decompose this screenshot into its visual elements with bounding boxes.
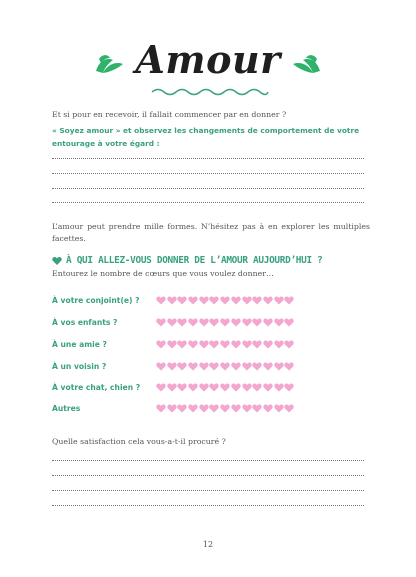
question-text: Quelle satisfaction cela vous-a-t-il procuré ? [52,437,226,446]
leaf-icon [291,51,323,77]
leaf-icon [93,51,125,77]
heart-icon[interactable] [199,404,209,413]
heart-icon[interactable] [231,362,241,371]
row-label: À votre conjoint(e) ? [52,295,140,305]
heart-icon[interactable] [177,340,187,349]
heart-icon[interactable] [156,296,166,305]
heart-icon[interactable] [231,404,241,413]
row-label: Autres [52,403,81,413]
heart-icon[interactable] [188,362,198,371]
heart-icon[interactable] [177,296,187,305]
heart-icon[interactable] [263,362,273,371]
heart-icon[interactable] [231,318,241,327]
heart-icon[interactable] [188,404,198,413]
writing-line[interactable] [52,474,364,476]
heart-icon[interactable] [167,296,177,305]
heart-icon[interactable] [284,340,294,349]
heart-icon[interactable] [252,318,262,327]
heart-icon[interactable] [209,383,219,392]
writing-line[interactable] [52,172,364,174]
heart-icon[interactable] [188,296,198,305]
writing-line[interactable] [52,157,364,159]
writing-line[interactable] [52,504,364,506]
heart-icon[interactable] [284,318,294,327]
writing-line[interactable] [52,459,364,461]
hearts-group [156,296,294,305]
heart-icon[interactable] [274,383,284,392]
heart-icon[interactable] [177,318,187,327]
heart-icon[interactable] [220,318,230,327]
heart-icon[interactable] [284,362,294,371]
heart-icon[interactable] [242,296,252,305]
heart-icon[interactable] [274,318,284,327]
heart-icon[interactable] [188,318,198,327]
row-label: À vos enfants ? [52,317,118,327]
quote-text: « Soyez amour » et observez les changements de comportement de votre entourage à votre égard : [52,126,360,148]
heart-icon[interactable] [209,340,219,349]
heart-icon[interactable] [199,296,209,305]
row-label: À votre chat, chien ? [52,382,141,392]
section-title [52,255,323,266]
heart-icon[interactable] [199,383,209,392]
heart-icon[interactable] [274,404,284,413]
heart-icon[interactable] [177,362,187,371]
heart-row [52,294,372,306]
heart-icon[interactable] [252,296,262,305]
page-number: 12 [202,540,214,549]
heart-icon[interactable] [263,383,273,392]
heart-icon[interactable] [263,318,273,327]
wave-divider [150,87,270,97]
heart-icon[interactable] [188,340,198,349]
heart-icon [52,256,62,266]
heart-icon[interactable] [242,340,252,349]
heart-icon[interactable] [274,362,284,371]
section-title-text: À QUI ALLEZ-VOUS DONNER DE L’AMOUR AUJOURD’HUI ? [66,255,323,266]
heart-icon[interactable] [263,404,273,413]
heart-icon[interactable] [167,404,177,413]
row-label: À un voisin ? [52,361,107,371]
heart-icon[interactable] [252,362,262,371]
heart-icon[interactable] [156,383,166,392]
heart-icon[interactable] [220,296,230,305]
heart-icon[interactable] [263,296,273,305]
heart-icon[interactable] [263,340,273,349]
heart-icon[interactable] [188,383,198,392]
instruction-text: Entourez le nombre de cœurs que vous voulez donner… [52,269,274,278]
heart-icon[interactable] [167,362,177,371]
hearts-group [156,318,294,327]
heart-row [52,402,372,414]
heart-icon[interactable] [252,340,262,349]
heart-icon[interactable] [252,404,262,413]
heart-icon[interactable] [167,340,177,349]
heart-icon[interactable] [209,296,219,305]
title-block [0,37,416,82]
heart-icon[interactable] [220,340,230,349]
heart-icon[interactable] [199,340,209,349]
heart-icon[interactable] [242,362,252,371]
hearts-group [156,383,294,392]
hearts-group [156,362,294,371]
heart-row [52,360,372,372]
heart-icon[interactable] [167,383,177,392]
hearts-group [156,340,294,349]
page-title: Amour [135,37,281,82]
heart-icon[interactable] [177,404,187,413]
heart-icon[interactable] [231,296,241,305]
heart-icon[interactable] [242,383,252,392]
heart-icon[interactable] [209,318,219,327]
writing-line[interactable] [52,201,364,203]
heart-icon[interactable] [274,296,284,305]
heart-icon[interactable] [156,318,166,327]
heart-row [52,316,372,328]
heart-icon[interactable] [156,362,166,371]
heart-icon[interactable] [199,362,209,371]
heart-icon[interactable] [242,318,252,327]
heart-icon[interactable] [242,404,252,413]
hearts-group [156,404,294,413]
heart-icon[interactable] [177,383,187,392]
heart-icon[interactable] [209,362,219,371]
heart-icon[interactable] [220,383,230,392]
writing-line[interactable] [52,187,364,189]
heart-icon[interactable] [220,362,230,371]
heart-row [52,338,372,350]
heart-icon[interactable] [156,340,166,349]
heart-icon[interactable] [231,340,241,349]
paragraph-text: L’amour peut prendre mille formes. N’hésitez pas à en explorer les multiples facettes. [52,222,370,243]
heart-icon[interactable] [220,404,230,413]
row-label: À une amie ? [52,339,107,349]
heart-icon[interactable] [209,404,219,413]
heart-icon[interactable] [167,318,177,327]
heart-icon[interactable] [156,404,166,413]
heart-row [52,381,372,393]
heart-icon[interactable] [284,296,294,305]
heart-icon[interactable] [252,383,262,392]
heart-icon[interactable] [231,383,241,392]
heart-icon[interactable] [284,383,294,392]
heart-icon[interactable] [274,340,284,349]
writing-line[interactable] [52,489,364,491]
heart-icon[interactable] [199,318,209,327]
intro-text: Et si pour en recevoir, il fallait commencer par en donner ? [52,110,287,119]
heart-icon[interactable] [284,404,294,413]
